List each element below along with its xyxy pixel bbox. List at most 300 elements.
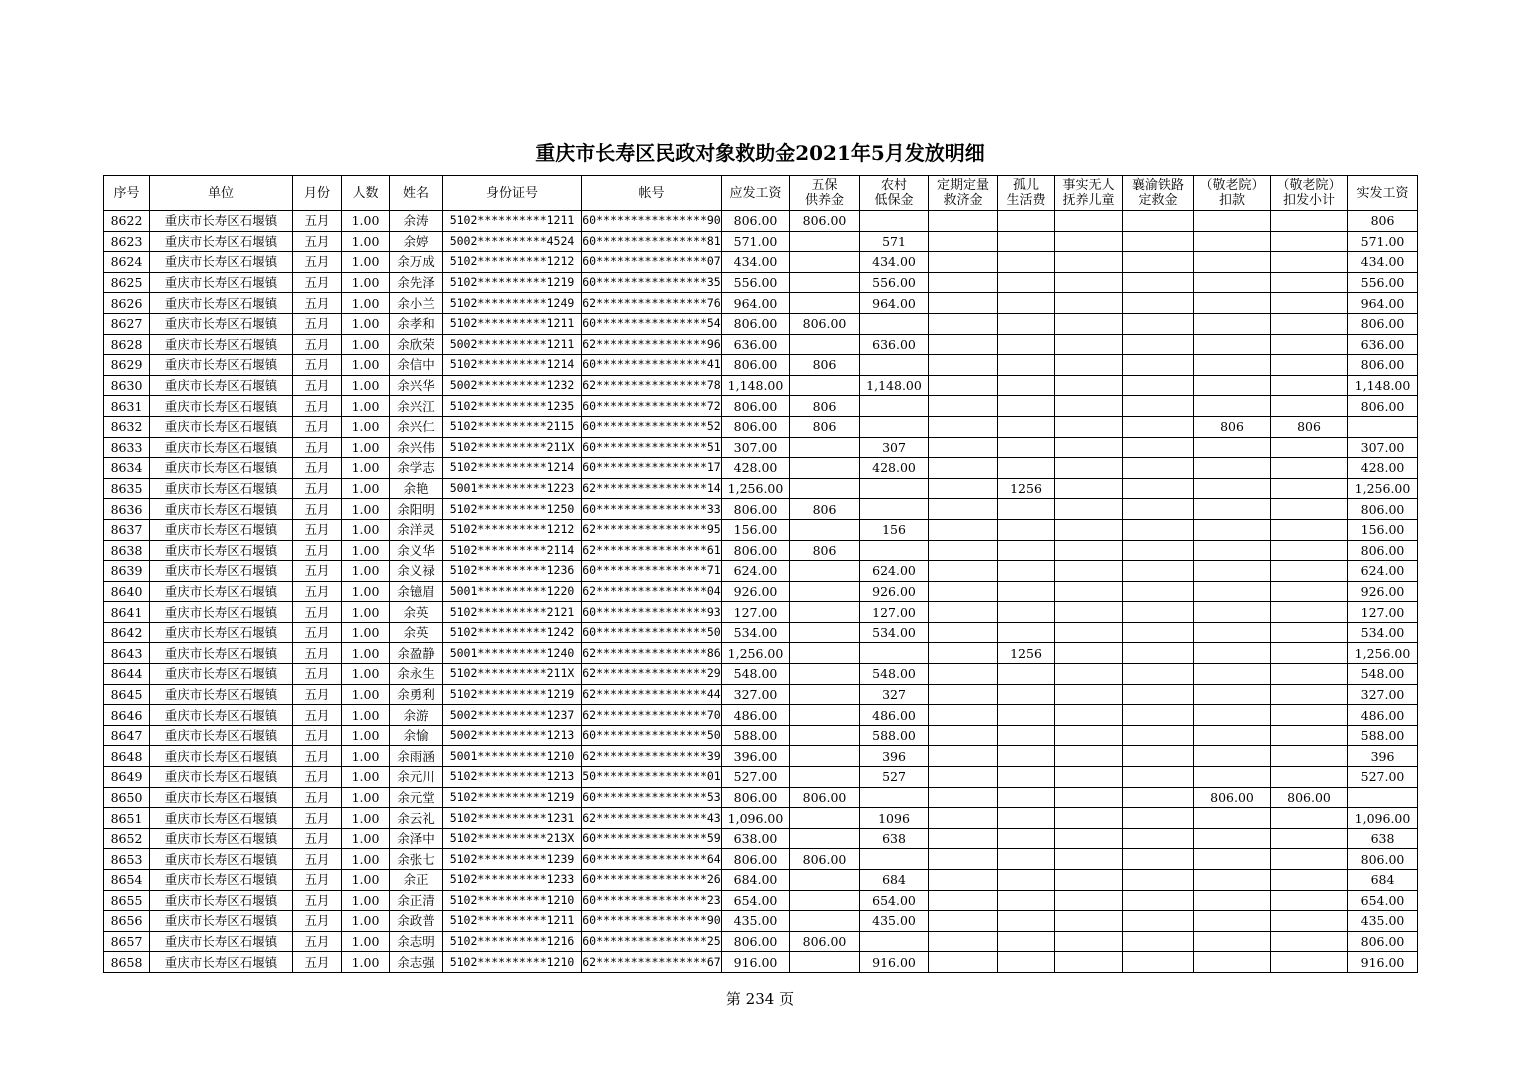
table-cell: 8646 — [104, 705, 150, 726]
table-cell — [1271, 211, 1348, 232]
table-cell: 156.00 — [722, 519, 790, 540]
table-cell: 8635 — [104, 478, 150, 499]
table-cell: 8657 — [104, 931, 150, 952]
table-cell — [998, 211, 1055, 232]
table-cell: 1.00 — [342, 561, 390, 582]
table-cell: 1,148.00 — [860, 375, 929, 396]
table-cell — [929, 767, 998, 788]
table-cell: 806.00 — [790, 211, 860, 232]
table-cell: 五月 — [293, 396, 342, 417]
table-cell — [1194, 602, 1271, 623]
table-cell: 5102**********1212 — [443, 519, 582, 540]
table-cell: 556.00 — [722, 272, 790, 293]
table-cell: 余孝和 — [390, 313, 443, 334]
table-cell: 1256 — [998, 478, 1055, 499]
table-cell: 1.00 — [342, 746, 390, 767]
column-header: 定期定量 救济金 — [929, 176, 998, 211]
table-cell — [1123, 787, 1194, 808]
table-cell — [998, 705, 1055, 726]
table-cell: 396.00 — [722, 746, 790, 767]
table-cell — [998, 375, 1055, 396]
table-cell: 548.00 — [1348, 664, 1418, 685]
table-cell: 8649 — [104, 767, 150, 788]
table-row — [104, 313, 1418, 334]
table-cell — [1123, 458, 1194, 479]
table-cell: 5102**********2114 — [443, 540, 582, 561]
table-cell: 重庆市长寿区石堰镇 — [150, 725, 293, 746]
table-cell — [1194, 252, 1271, 273]
table-cell — [1123, 952, 1194, 973]
table-cell: 62****************43 — [582, 808, 722, 829]
table-cell: 重庆市长寿区石堰镇 — [150, 396, 293, 417]
table-cell: 5102**********1211 — [443, 313, 582, 334]
table-cell: 5002**********1211 — [443, 334, 582, 355]
table-cell: 1.00 — [342, 375, 390, 396]
table-cell: 重庆市长寿区石堰镇 — [150, 931, 293, 952]
table-cell: 624.00 — [860, 561, 929, 582]
table-cell: 余小兰 — [390, 293, 443, 314]
column-header: 人数 — [342, 176, 390, 211]
table-cell: 五月 — [293, 561, 342, 582]
table-cell — [1271, 746, 1348, 767]
table-cell — [929, 602, 998, 623]
table-cell: 余盈静 — [390, 643, 443, 664]
table-cell — [1271, 499, 1348, 520]
table-cell — [998, 231, 1055, 252]
table-cell: 重庆市长寿区石堰镇 — [150, 231, 293, 252]
table-cell — [998, 519, 1055, 540]
table-row — [104, 293, 1418, 314]
table-cell: 余元堂 — [390, 787, 443, 808]
table-cell — [860, 396, 929, 417]
table-cell: 62****************39 — [582, 746, 722, 767]
table-cell — [998, 725, 1055, 746]
table-cell: 327 — [860, 684, 929, 705]
table-cell — [1055, 478, 1123, 499]
table-cell: 327.00 — [1348, 684, 1418, 705]
table-cell — [790, 952, 860, 973]
table-cell — [929, 746, 998, 767]
table-cell — [1055, 540, 1123, 561]
table-cell — [1271, 705, 1348, 726]
table-cell — [998, 684, 1055, 705]
table-cell — [1055, 313, 1123, 334]
table-cell — [929, 705, 998, 726]
table-cell — [998, 664, 1055, 685]
table-cell — [790, 231, 860, 252]
table-cell — [998, 952, 1055, 973]
table-cell — [860, 313, 929, 334]
table-cell — [929, 437, 998, 458]
table-cell: 余元川 — [390, 767, 443, 788]
table-cell: 806.00 — [722, 931, 790, 952]
table-cell: 1,096.00 — [722, 808, 790, 829]
table-cell — [1055, 931, 1123, 952]
table-cell — [860, 540, 929, 561]
table-cell: 5102**********1213 — [443, 767, 582, 788]
table-cell: 434.00 — [722, 252, 790, 273]
table-cell: 重庆市长寿区石堰镇 — [150, 870, 293, 891]
table-cell — [1123, 581, 1194, 602]
table-cell: 余兴伟 — [390, 437, 443, 458]
table-cell — [790, 581, 860, 602]
table-cell: 重庆市长寿区石堰镇 — [150, 211, 293, 232]
table-cell: 5102**********1239 — [443, 849, 582, 870]
table-cell: 8633 — [104, 437, 150, 458]
table-cell: 重庆市长寿区石堰镇 — [150, 581, 293, 602]
table-cell — [998, 313, 1055, 334]
table-cell: 534.00 — [860, 622, 929, 643]
table-cell: 五月 — [293, 870, 342, 891]
table-cell: 806.00 — [1348, 396, 1418, 417]
table-cell: 806 — [1194, 416, 1271, 437]
table-cell — [1271, 767, 1348, 788]
table-cell: 926.00 — [860, 581, 929, 602]
table-cell: 1,096.00 — [1348, 808, 1418, 829]
page-number: 第 234 页 — [725, 990, 795, 1008]
table-cell: 571.00 — [722, 231, 790, 252]
table-cell: 588.00 — [722, 725, 790, 746]
table-cell: 8622 — [104, 211, 150, 232]
table-cell — [929, 519, 998, 540]
table-cell — [790, 622, 860, 643]
table-cell: 428.00 — [860, 458, 929, 479]
table-cell: 8645 — [104, 684, 150, 705]
table-cell — [1194, 211, 1271, 232]
table-cell — [1194, 767, 1271, 788]
table-cell: 五月 — [293, 581, 342, 602]
table-cell: 余学志 — [390, 458, 443, 479]
table-cell — [790, 808, 860, 829]
table-cell — [1271, 870, 1348, 891]
column-header: 事实无人 抚养儿童 — [1055, 176, 1123, 211]
table-cell: 余云礼 — [390, 808, 443, 829]
table-cell: 8634 — [104, 458, 150, 479]
table-cell — [998, 540, 1055, 561]
table-cell: 五月 — [293, 478, 342, 499]
table-cell: 684 — [860, 870, 929, 891]
table-cell: 60****************53 — [582, 787, 722, 808]
table-cell: 1,256.00 — [1348, 643, 1418, 664]
table-cell: 重庆市长寿区石堰镇 — [150, 746, 293, 767]
table-cell — [998, 437, 1055, 458]
table-cell: 62****************67 — [582, 952, 722, 973]
table-cell: 926.00 — [1348, 581, 1418, 602]
table-cell: 60****************59 — [582, 828, 722, 849]
table-cell: 8627 — [104, 313, 150, 334]
table-cell — [1123, 684, 1194, 705]
table-cell: 8651 — [104, 808, 150, 829]
table-cell — [1194, 870, 1271, 891]
table-cell: 638 — [1348, 828, 1418, 849]
column-header: 序号 — [104, 176, 150, 211]
table-cell: 806.00 — [790, 931, 860, 952]
table-cell: 5002**********1237 — [443, 705, 582, 726]
table-cell: 1.00 — [342, 458, 390, 479]
table-cell — [1271, 828, 1348, 849]
table-cell: 1.00 — [342, 643, 390, 664]
table-cell: 8643 — [104, 643, 150, 664]
table-cell: 五月 — [293, 211, 342, 232]
table-cell — [790, 437, 860, 458]
table-cell — [929, 952, 998, 973]
table-cell — [1194, 478, 1271, 499]
table-cell: 806.00 — [722, 396, 790, 417]
table-row — [104, 931, 1418, 952]
table-cell: 1.00 — [342, 870, 390, 891]
table-cell — [1271, 849, 1348, 870]
table-cell — [998, 808, 1055, 829]
table-cell — [1194, 272, 1271, 293]
table-cell — [998, 911, 1055, 932]
table-cell — [1055, 334, 1123, 355]
table-cell: 571 — [860, 231, 929, 252]
table-cell: 余正 — [390, 870, 443, 891]
table-cell — [1055, 952, 1123, 973]
table-cell: 806.00 — [790, 849, 860, 870]
table-cell: 5001**********1210 — [443, 746, 582, 767]
table-row — [104, 725, 1418, 746]
table-cell — [1123, 416, 1194, 437]
table-cell: 余阳明 — [390, 499, 443, 520]
table-cell — [1194, 828, 1271, 849]
table-cell — [1194, 705, 1271, 726]
table-cell: 806 — [790, 416, 860, 437]
table-cell: 5102**********1219 — [443, 787, 582, 808]
table-cell: 62****************96 — [582, 334, 722, 355]
table-cell: 806.00 — [722, 211, 790, 232]
table-cell — [1194, 808, 1271, 829]
table-cell: 余游 — [390, 705, 443, 726]
table-cell — [1194, 581, 1271, 602]
table-cell: 8640 — [104, 581, 150, 602]
table-cell: 8639 — [104, 561, 150, 582]
table-cell: 50****************01 — [582, 767, 722, 788]
table-cell — [1271, 334, 1348, 355]
table-cell — [998, 622, 1055, 643]
table-cell: 5102**********2121 — [443, 602, 582, 623]
table-cell: 重庆市长寿区石堰镇 — [150, 313, 293, 334]
table-cell: 1.00 — [342, 334, 390, 355]
table-row — [104, 375, 1418, 396]
table-cell — [929, 313, 998, 334]
table-cell: 1.00 — [342, 705, 390, 726]
table-cell — [790, 375, 860, 396]
table-cell — [860, 211, 929, 232]
table-cell — [1194, 355, 1271, 376]
table-cell — [1194, 334, 1271, 355]
table-cell: 余艳 — [390, 478, 443, 499]
table-cell — [790, 458, 860, 479]
table-cell — [1194, 437, 1271, 458]
table-cell: 5001**********1240 — [443, 643, 582, 664]
table-cell — [929, 211, 998, 232]
table-cell: 5102**********1250 — [443, 499, 582, 520]
table-cell: 806.00 — [790, 313, 860, 334]
table-cell: 62****************14 — [582, 478, 722, 499]
table-cell: 307 — [860, 437, 929, 458]
table-cell — [1194, 849, 1271, 870]
table-cell — [929, 252, 998, 273]
table-cell — [1271, 231, 1348, 252]
table-cell — [929, 499, 998, 520]
table-cell: 307.00 — [1348, 437, 1418, 458]
table-cell — [1194, 725, 1271, 746]
table-cell — [929, 355, 998, 376]
table-row — [104, 890, 1418, 911]
table-cell — [1055, 767, 1123, 788]
table-cell — [1271, 808, 1348, 829]
table-cell: 1.00 — [342, 911, 390, 932]
table-cell: 1,148.00 — [722, 375, 790, 396]
table-cell: 806.00 — [722, 416, 790, 437]
table-cell: 余志明 — [390, 931, 443, 952]
table-cell: 5102**********1242 — [443, 622, 582, 643]
table-cell: 60****************41 — [582, 355, 722, 376]
table-row — [104, 643, 1418, 664]
table-cell — [929, 787, 998, 808]
table-cell: 余英 — [390, 602, 443, 623]
table-cell: 1.00 — [342, 211, 390, 232]
table-cell: 余涛 — [390, 211, 443, 232]
table-cell — [1194, 561, 1271, 582]
table-cell: 重庆市长寿区石堰镇 — [150, 272, 293, 293]
table-cell — [1055, 705, 1123, 726]
table-cell — [998, 334, 1055, 355]
table-cell — [790, 911, 860, 932]
table-cell: 5102**********1216 — [443, 931, 582, 952]
table-cell — [1123, 355, 1194, 376]
table-cell — [790, 870, 860, 891]
table-cell — [998, 458, 1055, 479]
table-cell — [998, 252, 1055, 273]
table-cell — [1271, 643, 1348, 664]
table-cell: 重庆市长寿区石堰镇 — [150, 767, 293, 788]
table-cell — [1194, 622, 1271, 643]
table-cell: 435.00 — [722, 911, 790, 932]
table-cell: 8636 — [104, 499, 150, 520]
table-cell: 5102**********1219 — [443, 272, 582, 293]
table-cell: 60****************23 — [582, 890, 722, 911]
table-cell: 余志强 — [390, 952, 443, 973]
table-cell — [1123, 478, 1194, 499]
table-cell — [1271, 355, 1348, 376]
table-cell: 五月 — [293, 931, 342, 952]
table-cell: 60****************90 — [582, 211, 722, 232]
table-cell: 486.00 — [860, 705, 929, 726]
table-cell — [929, 808, 998, 829]
table-cell: 五月 — [293, 952, 342, 973]
table-cell: 余英 — [390, 622, 443, 643]
table-cell: 余兴仁 — [390, 416, 443, 437]
table-cell: 重庆市长寿区石堰镇 — [150, 458, 293, 479]
table-cell: 588.00 — [1348, 725, 1418, 746]
table-cell: 1.00 — [342, 478, 390, 499]
table-row — [104, 540, 1418, 561]
table-cell: 916.00 — [1348, 952, 1418, 973]
table-row — [104, 416, 1418, 437]
table-cell — [1123, 252, 1194, 273]
table-cell: 重庆市长寿区石堰镇 — [150, 808, 293, 829]
table-cell: 8624 — [104, 252, 150, 273]
table-cell: 60****************93 — [582, 602, 722, 623]
table-cell: 964.00 — [722, 293, 790, 314]
table-cell: 806.00 — [1348, 540, 1418, 561]
table-cell: 五月 — [293, 231, 342, 252]
table-cell — [998, 396, 1055, 417]
table-cell — [1055, 231, 1123, 252]
table-cell: 434.00 — [860, 252, 929, 273]
table-cell: 重庆市长寿区石堰镇 — [150, 293, 293, 314]
table-cell — [1123, 746, 1194, 767]
table-cell — [790, 272, 860, 293]
table-cell — [929, 231, 998, 252]
table-cell: 8655 — [104, 890, 150, 911]
table-cell — [998, 849, 1055, 870]
table-cell: 8630 — [104, 375, 150, 396]
table-cell — [790, 602, 860, 623]
table-cell: 916.00 — [860, 952, 929, 973]
table-cell: 806.00 — [722, 540, 790, 561]
table-cell: 重庆市长寿区石堰镇 — [150, 561, 293, 582]
table-cell — [929, 416, 998, 437]
table-cell: 1256 — [998, 643, 1055, 664]
table-cell: 60****************64 — [582, 849, 722, 870]
table-cell: 重庆市长寿区石堰镇 — [150, 519, 293, 540]
table-cell: 806 — [790, 396, 860, 417]
table-cell — [1271, 458, 1348, 479]
table-cell — [1271, 622, 1348, 643]
table-cell: 60****************17 — [582, 458, 722, 479]
table-cell: 60****************81 — [582, 231, 722, 252]
table-cell — [929, 622, 998, 643]
table-cell — [1271, 561, 1348, 582]
table-row — [104, 705, 1418, 726]
table-cell: 60****************50 — [582, 622, 722, 643]
table-cell — [1055, 375, 1123, 396]
table-cell: 8637 — [104, 519, 150, 540]
table-cell: 5102**********1211 — [443, 911, 582, 932]
table-cell — [1194, 375, 1271, 396]
table-cell: 636.00 — [722, 334, 790, 355]
table-cell: 1.00 — [342, 540, 390, 561]
table-cell — [1055, 849, 1123, 870]
table-cell — [1271, 664, 1348, 685]
table-cell — [929, 643, 998, 664]
table-cell: 806.00 — [1194, 787, 1271, 808]
table-cell — [1271, 952, 1348, 973]
table-cell — [1271, 684, 1348, 705]
table-cell — [998, 293, 1055, 314]
table-cell: 五月 — [293, 252, 342, 273]
table-row — [104, 231, 1418, 252]
table-row — [104, 870, 1418, 891]
table-cell — [998, 828, 1055, 849]
table-cell: 五月 — [293, 458, 342, 479]
table-cell: 5102**********1214 — [443, 355, 582, 376]
table-cell — [1194, 519, 1271, 540]
table-cell: 重庆市长寿区石堰镇 — [150, 375, 293, 396]
table-cell: 重庆市长寿区石堰镇 — [150, 252, 293, 273]
table-cell: 8625 — [104, 272, 150, 293]
table-cell: 五月 — [293, 334, 342, 355]
table-cell — [1055, 808, 1123, 829]
table-cell: 8626 — [104, 293, 150, 314]
table-cell: 307.00 — [722, 437, 790, 458]
table-cell — [1055, 396, 1123, 417]
column-header: 五保 供养金 — [790, 176, 860, 211]
table-cell — [1271, 890, 1348, 911]
